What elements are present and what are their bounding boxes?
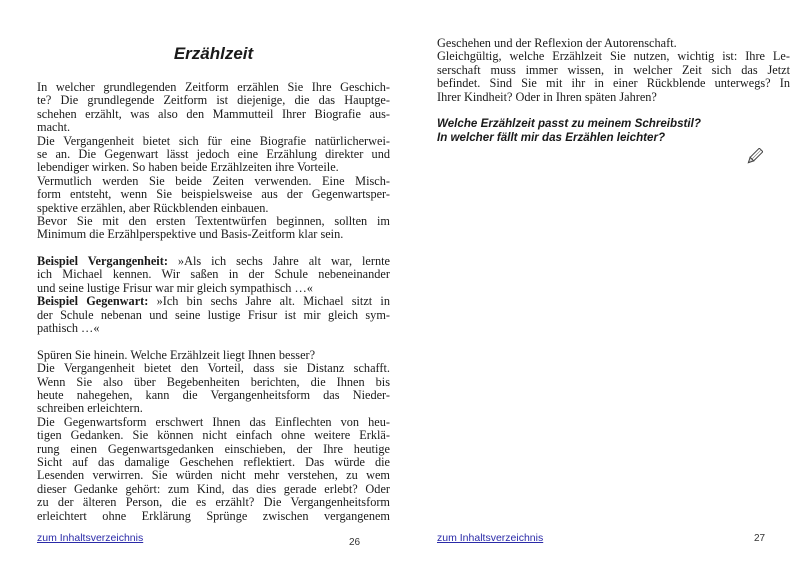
- text-line: [37, 335, 390, 348]
- left-body-text: [37, 81, 390, 523]
- text-line: [37, 255, 390, 268]
- right-body-text: [437, 37, 790, 144]
- line-text: ich Michael kennen. Wir saßen in der Schule nebeneinander: [37, 267, 390, 282]
- line-text: Lesenden verwirren. Sie würden nicht mehr verstehen, zu wem: [37, 468, 390, 483]
- line-text: spektive erzählen, aber Rückblenden einbauen.: [37, 200, 269, 215]
- line-text: Die Gegenwartsform erschwert Ihnen das Einflechten von heu-: [37, 414, 390, 429]
- text-line: [37, 108, 390, 121]
- line-text: Wenn Sie also über Begebenheiten berichten, die Ihnen bis: [37, 374, 390, 389]
- line-text: Ihrer Kindheit? Oder in Ihren späten Jahren?: [437, 89, 657, 104]
- text-line: [37, 456, 390, 469]
- text-line: [437, 64, 790, 77]
- line-text: form entsteht, wenn Sie beispielsweise aus der Gegenwartsper-: [37, 187, 390, 202]
- text-line: [437, 104, 790, 117]
- text-line: [37, 148, 390, 161]
- line-text: pathisch …«: [37, 321, 100, 336]
- text-line: [37, 362, 390, 375]
- text-line: [37, 81, 390, 94]
- line-text: serschaft muss immer wissen, in welcher Zeit sich das Jetzt: [437, 62, 790, 77]
- text-line: [37, 188, 390, 201]
- line-text: In welcher fällt mir das Erzählen leichter?: [437, 130, 666, 144]
- line-text: Die Vergangenheit bietet sich für eine Biografie natürlicherwei-: [37, 133, 390, 148]
- pencil-icon: [745, 148, 763, 166]
- text-line: [37, 349, 390, 362]
- line-text: schehen erzählt, was also den Mammutteil Ihrer Biografie aus-: [37, 106, 390, 121]
- line-text: Spüren Sie hinein. Welche Erzählzeit liegt Ihnen besser?: [37, 347, 316, 362]
- line-text: Die Vergangenheit bietet den Vorteil, dass sie Distanz schafft.: [37, 361, 390, 376]
- text-line: [37, 389, 390, 402]
- line-text: zu der älteren Person, die es erzählt? Die Vergangenheitsform: [37, 495, 390, 510]
- text-line: [37, 416, 390, 429]
- text-line: [37, 121, 390, 134]
- text-line: [37, 295, 390, 308]
- text-line: [37, 402, 390, 415]
- text-line: [37, 268, 390, 281]
- text-line: [37, 215, 390, 228]
- text-line: [437, 77, 790, 90]
- toc-link-right[interactable]: zum Inhaltsverzeichnis: [437, 532, 544, 544]
- text-line: [37, 202, 390, 215]
- line-text: Vermutlich werden Sie beide Zeiten verwenden. Eine Misch-: [37, 173, 390, 188]
- line-text: Bevor Sie mit den ersten Textentwürfen beginnen, sollten im: [37, 213, 390, 228]
- text-line: [37, 175, 390, 188]
- text-line: [37, 309, 390, 322]
- line-text: Welche Erzählzeit passt zu meinem Schreibstil?: [437, 117, 701, 131]
- text-line: [37, 443, 390, 456]
- text-line: [37, 242, 390, 255]
- page-number-right: 27: [754, 533, 766, 544]
- line-text: Geschehen und der Reflexion der Autorenschaft.: [437, 36, 677, 50]
- reflection-question: [437, 131, 790, 144]
- line-text: se an. Die Gegenwart lässt jedoch eine Erzählung direkter und: [37, 146, 390, 161]
- right-page: [400, 0, 800, 568]
- line-text: »Ich bin sechs Jahre alt. Michael sitzt in: [148, 294, 390, 309]
- line-text: befindet. Sind Sie mit ihr in einer Rückblende unterwegs? In: [437, 76, 790, 91]
- chapter-title: Erzählzeit: [173, 44, 254, 63]
- line-text: der Schule nebenan und seine lustige Frisur ist mir gleich sym-: [37, 307, 390, 322]
- text-line: [37, 510, 390, 523]
- reflection-question: [437, 117, 790, 130]
- text-line: [37, 94, 390, 107]
- example-label: Beispiel Vergangenheit:: [37, 254, 168, 269]
- page-number-left: 26: [349, 537, 361, 548]
- line-text: rung einen Gegenwartsgedanken einschieben, der Ihre heutige: [37, 441, 390, 456]
- line-text: »Als ich sechs Jahre alt war, lernte: [167, 254, 390, 269]
- line-text: heute nahegehen, kann die Vergangenheitsform das Nieder-: [37, 387, 390, 402]
- text-line: [437, 91, 790, 104]
- text-line: [37, 282, 390, 295]
- line-text: Gleichgültig, welche Erzählzeit Sie nutzen, wichtig ist: Ihre Le-: [437, 49, 790, 64]
- line-text: dieser Gedanke gehört: zum Kind, das dies gerade erlebt? Oder: [37, 481, 390, 496]
- text-line: [37, 429, 390, 442]
- text-line: [37, 376, 390, 389]
- text-line: [37, 161, 390, 174]
- line-text: und seine lustige Frisur war mir gleich sympathisch …«: [37, 280, 313, 295]
- line-text: In welcher grundlegenden Zeitform erzählen Sie Ihre Geschich-: [37, 80, 390, 94]
- text-line: [37, 469, 390, 482]
- line-text: schreiben erleichtern.: [37, 401, 143, 416]
- line-text: Minimum die Erzählperspektive und Basis-Zeitform klar sein.: [37, 227, 344, 242]
- line-text: lebendiger wirken. So haben beide Erzählzeiten ihre Vorteile.: [37, 160, 339, 175]
- text-line: [37, 483, 390, 496]
- line-text: erleichtert ohne Erklärung Sprünge zwischen vergangenem: [37, 508, 390, 523]
- toc-link-left[interactable]: zum Inhaltsverzeichnis: [37, 532, 144, 544]
- line-text: tigen Gedanken. Sie können nicht einfach ohne weitere Erklä-: [37, 428, 390, 443]
- line-text: Sicht auf das damalige Geschehen reflektiert. Das würde die: [37, 454, 390, 469]
- text-line: [37, 496, 390, 509]
- text-line: [437, 37, 790, 50]
- line-text: macht.: [37, 120, 71, 135]
- text-line: [37, 228, 390, 241]
- text-line: [37, 135, 390, 148]
- line-text: te? Die grundlegende Zeitform ist diejenige, die das Hauptge-: [37, 93, 390, 108]
- text-line: [37, 322, 390, 335]
- text-line: [437, 50, 790, 63]
- example-label: Beispiel Gegenwart:: [37, 294, 149, 309]
